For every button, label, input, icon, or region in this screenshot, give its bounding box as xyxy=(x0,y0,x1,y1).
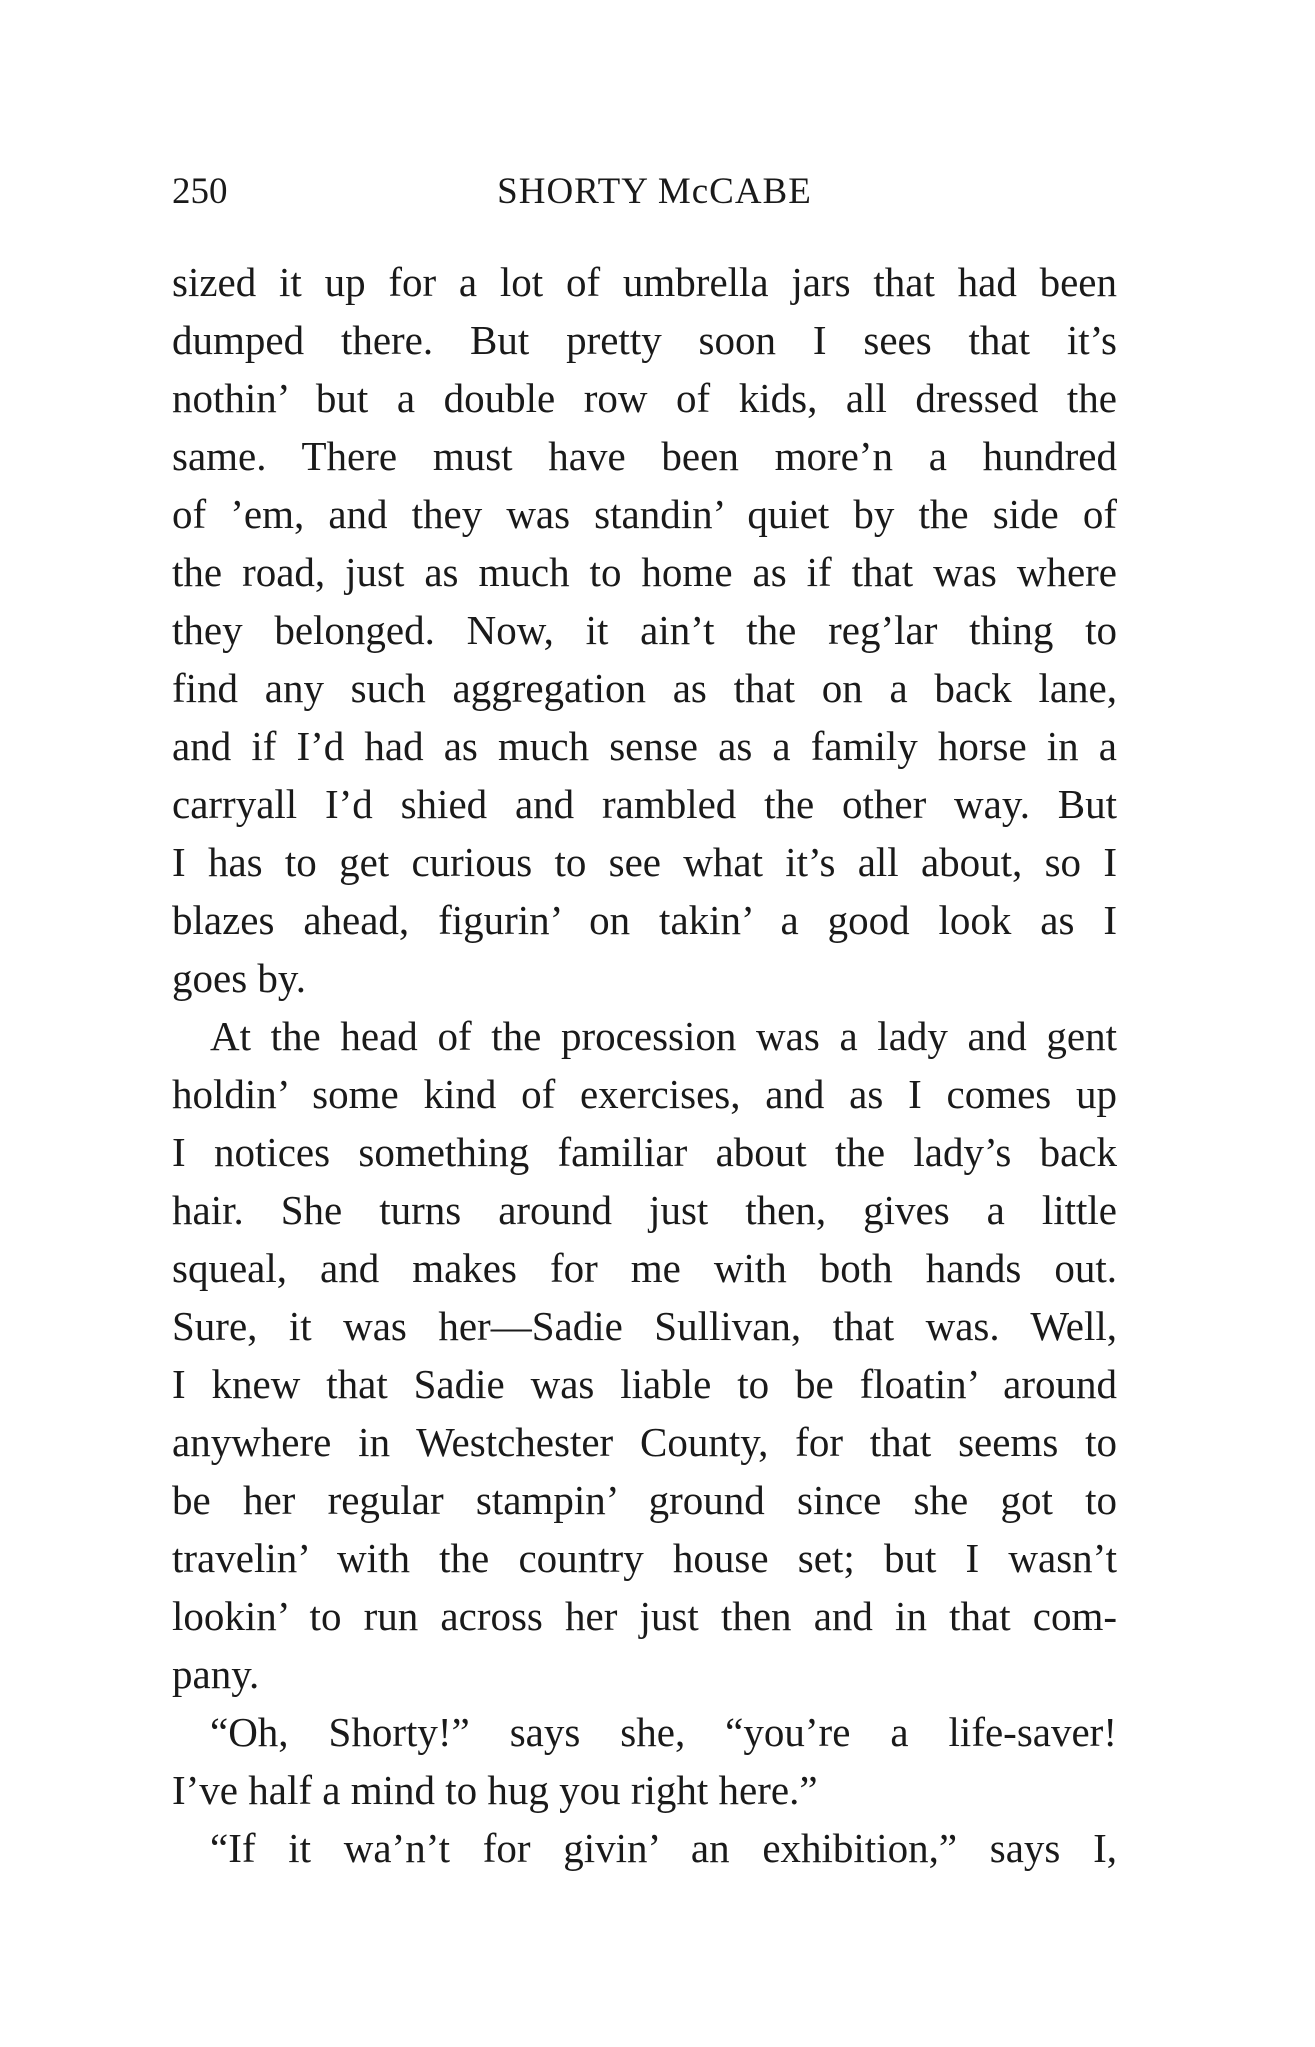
text-line: “If it wa’n’t for givin’ an exhibition,” says I, xyxy=(210,1825,1117,1871)
text-line: lookin’ to run across her just then and in that com- xyxy=(172,1593,1117,1639)
page-header xyxy=(172,168,1117,216)
text-line: be her regular stampin’ ground since she got to xyxy=(172,1477,1117,1523)
text-line: carryall I’d shied and rambled the other way. But xyxy=(172,781,1117,827)
body-text xyxy=(172,253,1117,1877)
text-line: hair. She turns around just then, gives a little xyxy=(172,1187,1117,1233)
text-line: I’ve half a mind to hug you right here.” xyxy=(172,1767,818,1813)
text-line: blazes ahead, figurin’ on takin’ a good look as I xyxy=(172,897,1117,943)
running-title: SHORTY McCABE xyxy=(497,171,812,212)
text-line: find any such aggregation as that on a back lane, xyxy=(172,665,1117,711)
text-line: goes by. xyxy=(172,955,306,1001)
text-line: sized it up for a lot of umbrella jars that had been xyxy=(172,259,1117,305)
text-line: travelin’ with the country house set; but I wasn’t xyxy=(172,1535,1117,1581)
text-line: squeal, and makes for me with both hands out. xyxy=(172,1245,1117,1291)
text-line: I has to get curious to see what it’s all about, so I xyxy=(172,839,1117,885)
text-line: dumped there. But pretty soon I sees that it’s xyxy=(172,317,1117,363)
paragraph xyxy=(172,1819,1117,1877)
text-line: holdin’ some kind of exercises, and as I comes up xyxy=(172,1071,1117,1117)
paragraph xyxy=(172,253,1117,1007)
text-line: and if I’d had as much sense as a family horse in a xyxy=(172,723,1117,769)
text-line: I notices something familiar about the lady’s back xyxy=(172,1129,1117,1175)
text-line: of ’em, and they was standin’ quiet by the side of xyxy=(172,491,1117,537)
text-line: they belonged. Now, it ain’t the reg’lar thing to xyxy=(172,607,1117,653)
text-line: pany. xyxy=(172,1651,260,1697)
paragraph xyxy=(172,1007,1117,1703)
text-line: anywhere in Westchester County, for that seems to xyxy=(172,1419,1117,1465)
text-line: “Oh, Shorty!” says she, “you’re a life-saver! xyxy=(210,1709,1117,1755)
text-line: Sure, it was her—Sadie Sullivan, that was. Well, xyxy=(172,1303,1117,1349)
text-line: nothin’ but a double row of kids, all dressed the xyxy=(172,375,1117,421)
text-line: the road, just as much to home as if that was where xyxy=(172,549,1117,595)
text-line: At the head of the procession was a lady and gent xyxy=(210,1013,1117,1059)
page-number: 250 xyxy=(172,171,228,212)
text-line: same. There must have been more’n a hundred xyxy=(172,433,1117,479)
text-line: I knew that Sadie was liable to be floatin’ around xyxy=(172,1361,1117,1407)
paragraph xyxy=(172,1703,1117,1819)
